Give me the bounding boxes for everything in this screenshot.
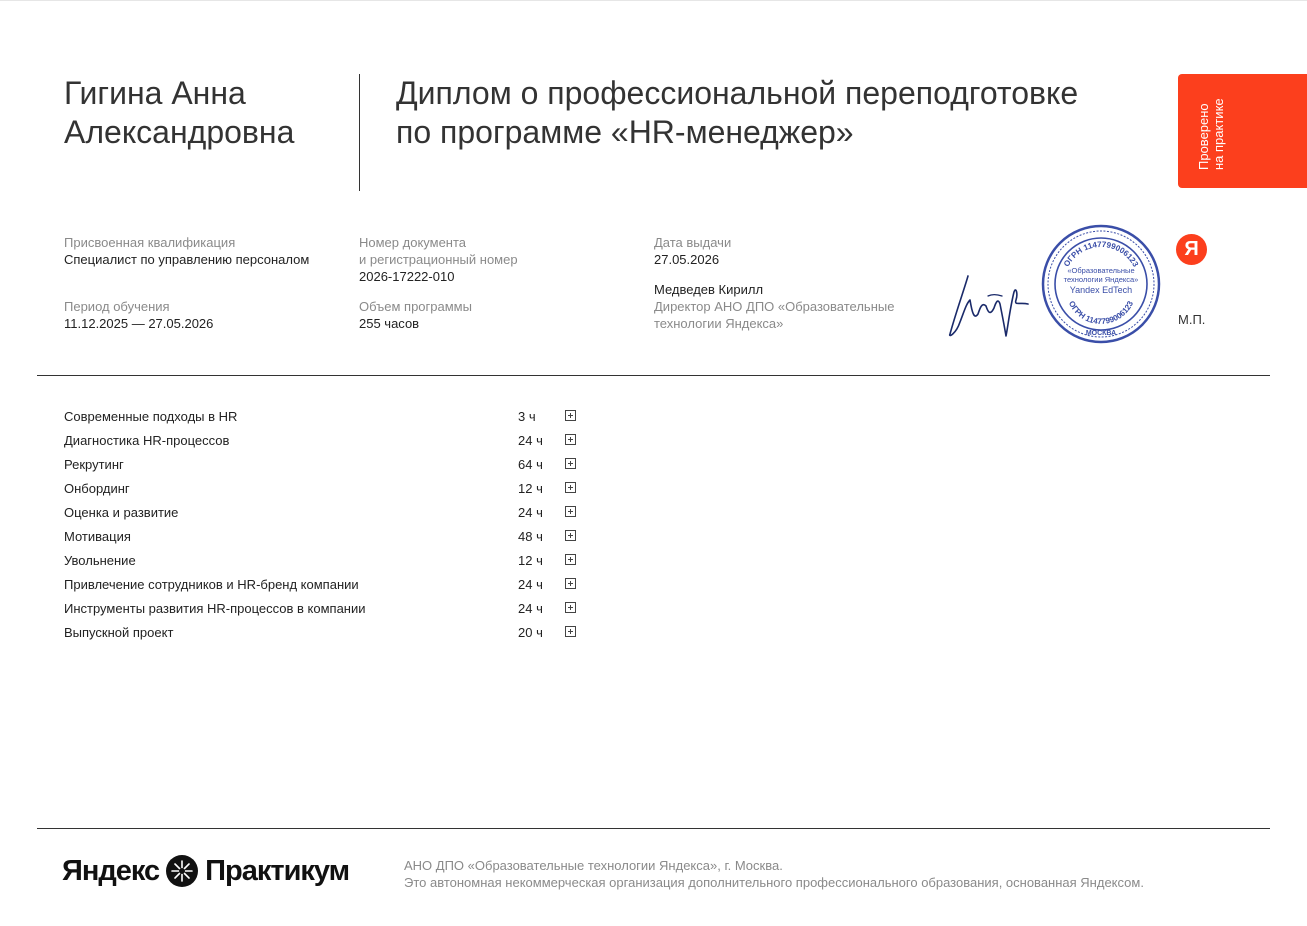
section-divider-top <box>37 375 1270 376</box>
module-name: Рекрутинг <box>64 457 124 472</box>
module-hours: 24 ч <box>518 601 543 616</box>
yandex-logo-icon: Я <box>1176 234 1207 265</box>
expand-plus-icon[interactable] <box>565 434 576 445</box>
module-name: Выпускной проект <box>64 625 174 640</box>
volume-value: 255 часов <box>359 316 420 331</box>
seal-place-label: М.П. <box>1178 312 1206 327</box>
module-hours: 24 ч <box>518 433 543 448</box>
period-label: Период обучения <box>64 299 170 314</box>
module-row <box>64 477 594 501</box>
signature-image <box>944 268 1030 340</box>
issue-date-value: 27.05.2026 <box>654 252 720 267</box>
signer-name: Медведев Кирилл <box>654 282 764 297</box>
module-name: Диагностика HR-процессов <box>64 433 230 448</box>
diploma-title-line2: по программе «HR-менеджер» <box>396 114 854 150</box>
qualification-label: Присвоенная квалификация <box>64 235 236 250</box>
top-border <box>0 0 1307 1</box>
module-hours: 12 ч <box>518 553 543 568</box>
expand-plus-icon[interactable] <box>565 530 576 541</box>
expand-plus-icon[interactable] <box>565 602 576 613</box>
module-hours: 3 ч <box>518 409 536 424</box>
expand-plus-icon[interactable] <box>565 482 576 493</box>
doc-number-value: 2026-17222-010 <box>359 269 455 284</box>
expand-plus-icon[interactable] <box>565 626 576 637</box>
signer-position-line2: технологии Яндекса» <box>654 316 784 331</box>
expand-plus-icon[interactable] <box>565 506 576 517</box>
practicum-burst-icon <box>165 854 199 888</box>
modules-list <box>64 405 594 645</box>
expand-plus-icon[interactable] <box>565 410 576 421</box>
signer-position-line1: Директор АНО ДПО «Образовательные <box>654 299 895 314</box>
module-name: Мотивация <box>64 529 131 544</box>
doc-number-label-line2: и регистрационный номер <box>359 252 518 267</box>
module-row <box>64 453 594 477</box>
verified-badge-line1: Проверено <box>1196 103 1211 170</box>
module-name: Привлечение сотрудников и HR-бренд компании <box>64 577 359 592</box>
module-hours: 12 ч <box>518 481 543 496</box>
stamp-center-line3: Yandex EdTech <box>1069 285 1133 295</box>
verified-badge-line2: на практике <box>1211 98 1226 170</box>
header-divider <box>359 74 360 191</box>
logo-word-practicum: Практикум <box>205 854 350 887</box>
stamp-inner-ring <box>1055 238 1147 330</box>
official-stamp <box>1040 223 1162 345</box>
module-row <box>64 501 594 525</box>
module-row <box>64 597 594 621</box>
stamp-center-line2: технологии Яндекса» <box>1063 275 1139 284</box>
recipient-name-line2: Александровна <box>64 114 295 150</box>
module-name: Оценка и развитие <box>64 505 179 520</box>
module-hours: 24 ч <box>518 577 543 592</box>
yandex-practicum-logo <box>62 854 349 894</box>
footer-org-line2: Это автономная некоммерческая организация дополнительного профессионального образования, основанная Яндексом. <box>404 875 1144 890</box>
module-name: Увольнение <box>64 553 136 568</box>
section-divider-bottom <box>37 828 1270 829</box>
module-name: Современные подходы в HR <box>64 409 238 424</box>
doc-number-label-line1: Номер документа <box>359 235 467 250</box>
qualification-value: Специалист по управлению персоналом <box>64 252 310 267</box>
stamp-ogrn-bottom: ОГРН 1147799006123 <box>1066 299 1136 327</box>
module-name: Инструменты развития HR-процессов в компании <box>64 601 366 616</box>
module-row <box>64 525 594 549</box>
module-row <box>64 405 594 429</box>
module-row <box>64 573 594 597</box>
footer-org-line1: АНО ДПО «Образовательные технологии Яндекса», г. Москва. <box>404 858 783 873</box>
module-name: Онбординг <box>64 481 130 496</box>
recipient-name-line1: Гигина Анна <box>64 75 246 111</box>
stamp-city: МОСКВА <box>1085 330 1117 337</box>
module-hours: 24 ч <box>518 505 543 520</box>
module-row <box>64 429 594 453</box>
diploma-title <box>396 74 1156 152</box>
stamp-center-line1: «Образовательные <box>1067 266 1135 275</box>
expand-plus-icon[interactable] <box>565 578 576 589</box>
volume-label: Объем программы <box>359 299 472 314</box>
module-hours: 64 ч <box>518 457 543 472</box>
expand-plus-icon[interactable] <box>565 458 576 469</box>
module-hours: 48 ч <box>518 529 543 544</box>
recipient-name <box>64 74 294 152</box>
verified-badge-text <box>1196 70 1226 170</box>
logo-word-yandex: Яндекс <box>62 854 160 887</box>
module-row <box>64 549 594 573</box>
module-hours: 20 ч <box>518 625 543 640</box>
period-value: 11.12.2025 — 27.05.2026 <box>64 316 214 331</box>
footer-org-info <box>404 857 1144 891</box>
expand-plus-icon[interactable] <box>565 554 576 565</box>
diploma-title-line1: Диплом о профессиональной переподготовке <box>396 75 1079 111</box>
module-row <box>64 621 594 645</box>
issue-date-label: Дата выдачи <box>654 235 732 250</box>
stamp-ogrn-top: ОГРН 1147799006123 <box>1061 239 1141 269</box>
